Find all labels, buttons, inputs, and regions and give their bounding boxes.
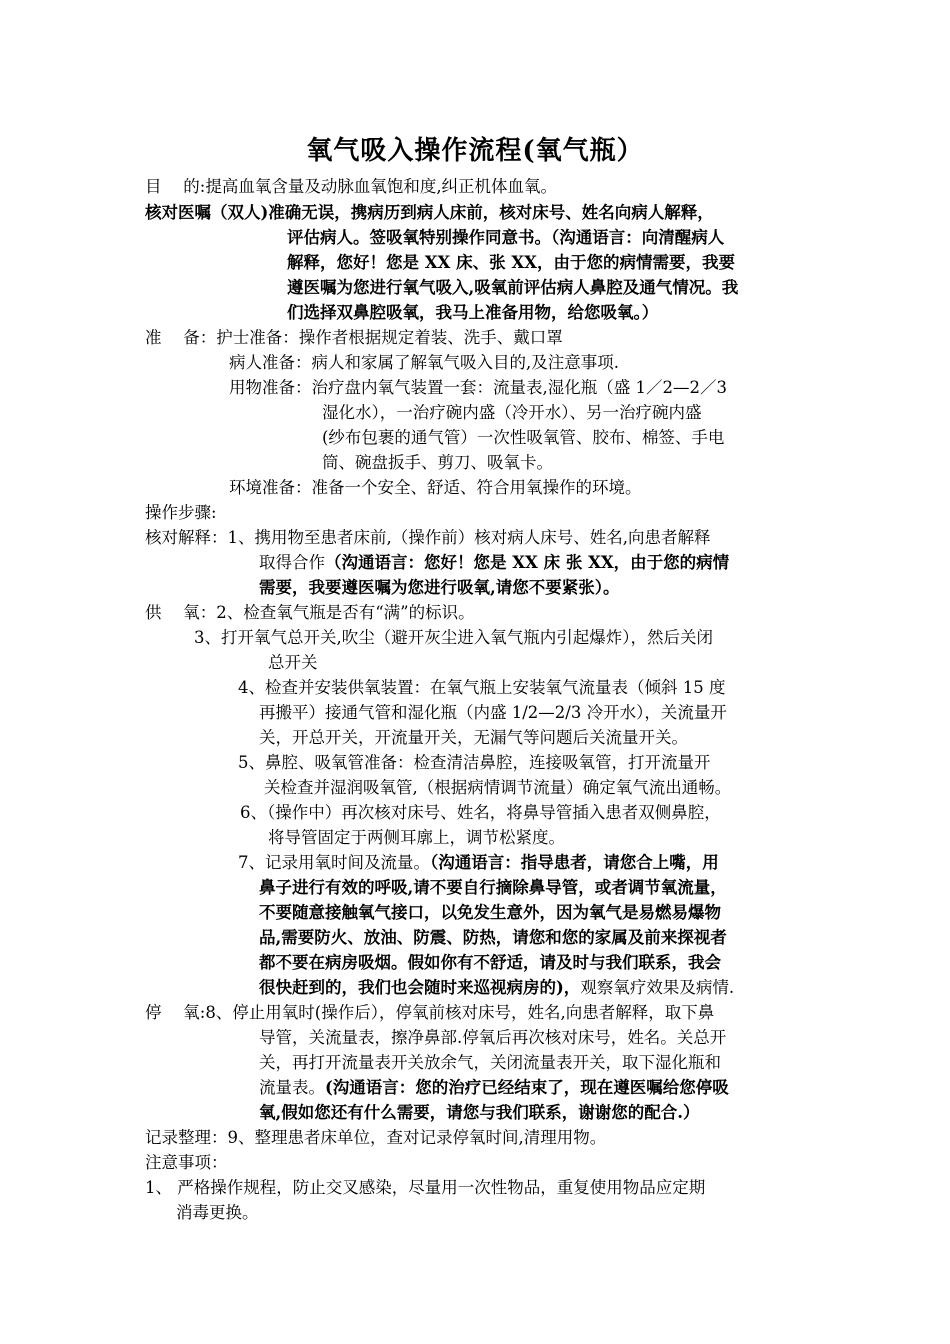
step1-text: 1、携用物至患者床前,（操作前）核对病人床号、姓名,向患者解释	[227, 528, 711, 547]
preparation-label: 准 备：	[145, 328, 217, 347]
step4-line-1: 4、检查并安装供氧装置：在氧气瓶上安装氧气流量表（倾斜 15 度	[238, 678, 726, 697]
step4-line-2: 再搬平）接通气管和湿化瓶（内盛 1/2—2/3 冷开水），关流量开	[259, 703, 727, 722]
stop-line-4-normal: 流量表。	[259, 1078, 325, 1097]
step4-line-3: 关，开总开关，开流量开关，无漏气等问题后关流量开关。	[259, 728, 688, 747]
stop-line-4-bold: (沟通语言：您的治疗已经结束了，现在遵医嘱给您停吸	[325, 1078, 729, 1097]
check-order-line-4: 遵医嘱为您进行氧气吸入,吸氧前评估病人鼻腔及通气情况。我	[287, 278, 739, 297]
step7-line-6-bold: 很快赶到的，我们也会随时来巡视病房的)，	[259, 978, 581, 997]
step1-line-2	[259, 551, 729, 575]
supplies-preparation-line-4: 筒、碗盘扳手、剪刀、吸氧卡。	[322, 453, 553, 472]
stop-line-1	[145, 1001, 714, 1025]
oxygen-label: 供 氧：	[145, 603, 217, 622]
nurse-preparation: 护士准备：操作者根据规定着装、洗手、戴口罩	[216, 328, 563, 347]
record-label: 记录整理：	[145, 1128, 228, 1147]
purpose-label: 目 的:	[145, 177, 206, 196]
step7-line-1	[238, 851, 719, 875]
step2-text: 2、检查氧气瓶是否有“满”的标识。	[216, 603, 475, 622]
step1-line-2-normal: 取得合作	[259, 553, 325, 572]
stop-line-2: 导管，关流量表，擦净鼻部.停氧后再次核对床号，姓名。关总开	[259, 1028, 727, 1047]
patient-preparation: 病人准备：病人和家属了解氧气吸入目的,及注意事项.	[229, 353, 619, 372]
purpose-line	[145, 175, 557, 199]
preparation-nurse-line	[145, 326, 563, 350]
stop-line-4	[259, 1076, 729, 1100]
stop-line-3: 关，再打开流量表开关放余气，关闭流量表开关，取下湿化瓶和	[259, 1053, 721, 1072]
record-line	[145, 1126, 606, 1150]
step1-line-1	[145, 526, 711, 550]
step7-line-3: 不要随意接触氧气接口，以免发生意外，因为氧气是易燃易爆物	[259, 903, 721, 922]
steps-heading: 操作步骤:	[145, 503, 217, 522]
stop-text: 8、停止用氧时(操作后），停氧前核对床号，姓名,向患者解释，取下鼻	[205, 1003, 715, 1022]
step3-line-1: 3、打开氧气总开关,吹尘（避开灰尘进入氧气瓶内引起爆炸），然后关闭	[194, 628, 713, 647]
check-order-line-1: 核对医嘱（双人)准确无误，携病历到病人床前，核对床号、姓名向病人解释，	[145, 203, 714, 222]
step7-line-1-normal: 7、记录用氧时间及流量。	[238, 853, 430, 872]
step7-line-5: 都不要在病房吸烟。假如你有不舒适，请及时与我们联系，我会	[259, 953, 721, 972]
step6-line-2: 将导管固定于两侧耳廓上，调节松紧度。	[268, 828, 565, 847]
step1-line-2-bold: （沟通语言：您好！您是 XX 床 张 XX，由于您的病情	[325, 553, 730, 572]
step1-label: 核对解释：	[145, 528, 228, 547]
supplies-preparation-line-1: 用物准备：治疗盘内氧气装置一套：流量表,湿化瓶（盛 1／2—2／3	[229, 378, 727, 397]
step7-line-4: 品,需要防火、放油、防震、防热，请您和您的家属及前来探视者	[259, 928, 727, 947]
notes-item-1-line-1: 1、 严格操作规程，防止交叉感染，尽量用一次性物品，重复使用物品应定期	[145, 1178, 706, 1197]
step1-line-3: 需要，我要遵医嘱为您进行吸氧,请您不要紧张）。	[259, 578, 620, 597]
check-order-line-3: 解释，您好！您是 XX 床、张 XX，由于您的病情需要，我要	[287, 253, 735, 272]
check-order-line-2: 评估病人。签吸氧特别操作同意书。（沟通语言：向清醒病人	[287, 228, 725, 247]
supplies-preparation-line-3: (纱布包裹的通气管）一次性吸氧管、胶布、棉签、手电	[322, 428, 725, 447]
step6-line-1: 6、（操作中）再次核对床号、姓名，将鼻导管插入患者双侧鼻腔，	[240, 803, 721, 822]
step7-line-1-bold: （沟通语言：指导患者，请您合上嘴，用	[430, 853, 719, 872]
record-text: 9、整理患者床单位，查对记录停氧时间,清理用物。	[227, 1128, 607, 1147]
stop-line-5: 氧,假如您还有什么需要，请您与我们联系，谢谢您的配合.）	[259, 1103, 700, 1122]
oxygen-step2-line	[145, 601, 475, 625]
page-title: 氧气吸入操作流程(氧气瓶）	[306, 136, 644, 166]
step7-line-6	[259, 976, 734, 1000]
step5-line-2: 关检查并湿润吸氧管,（根据病情调节流量）确定氧气流出通畅。	[264, 778, 732, 797]
stop-label: 停 氧:	[145, 1003, 206, 1022]
step3-line-2: 总开关	[268, 653, 318, 672]
purpose-text: 提高血氧含量及动脉血氧饱和度,纠正机体血氧。	[205, 177, 558, 196]
environment-preparation: 环境准备：准备一个安全、舒适、符合用氧操作的环境。	[229, 478, 642, 497]
notes-heading: 注意事项：	[145, 1153, 228, 1172]
check-order-line-5: 们选择双鼻腔吸氧，我马上准备用物，给您吸氧。）	[287, 303, 659, 322]
step7-line-6-normal: 观察氧疗效果及病情.	[580, 978, 735, 997]
notes-item-1-line-2: 消毒更换。	[176, 1203, 259, 1222]
supplies-preparation-line-2: 湿化水），一治疗碗内盛（冷开水）、另一治疗碗内盛	[322, 403, 702, 422]
step5-line-1: 5、鼻腔、吸氧管准备：检查清洁鼻腔，连接吸氧管，打开流量开	[238, 753, 711, 772]
step7-line-2: 鼻子进行有效的呼吸,请不要自行摘除鼻导管，或者调节氧流量，	[259, 878, 727, 897]
